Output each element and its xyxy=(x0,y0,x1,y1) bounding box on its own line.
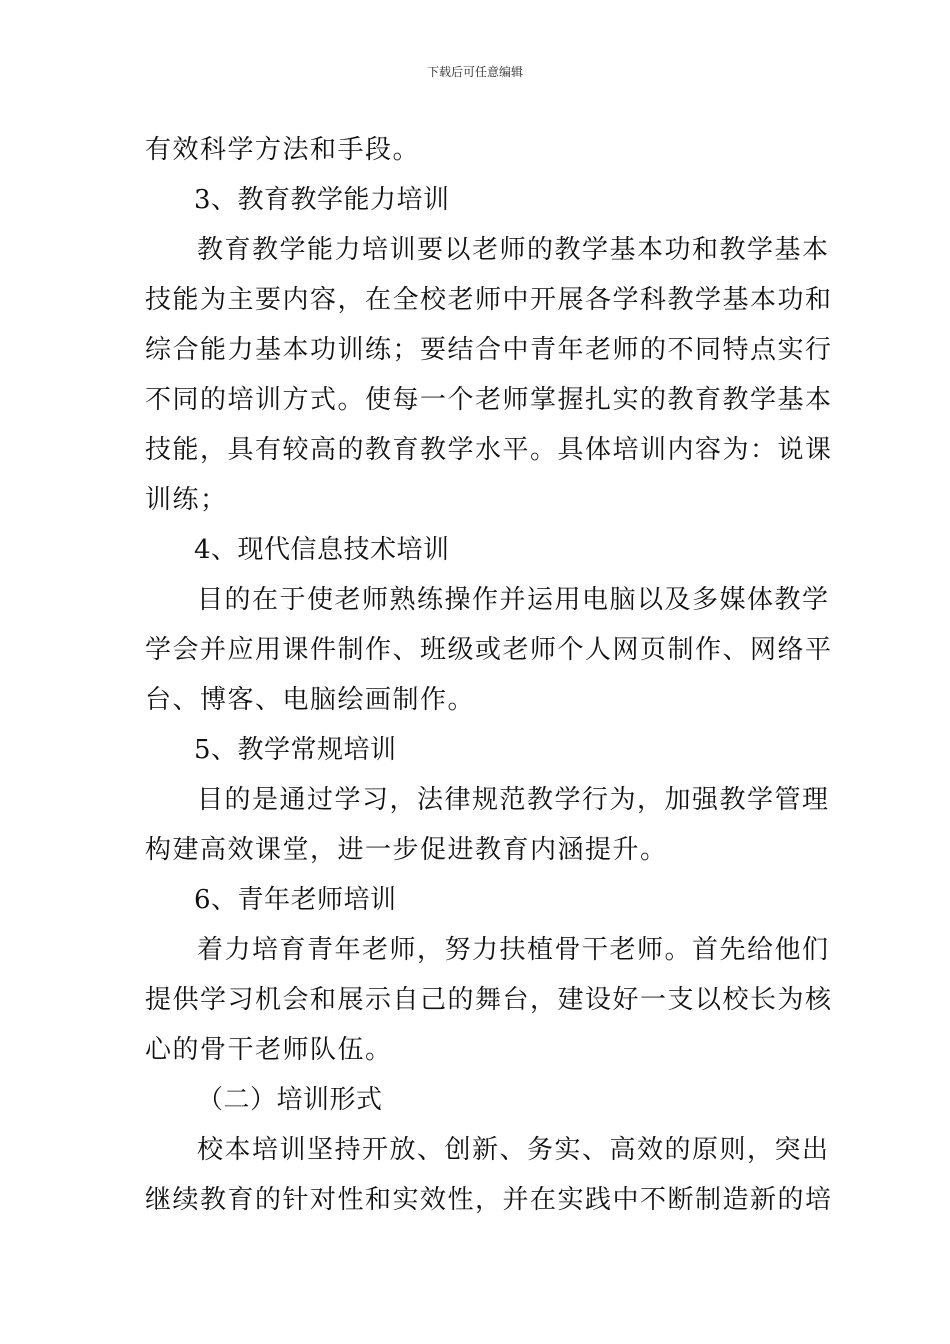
section-heading: 3、教育教学能力培训 xyxy=(194,185,450,215)
paragraph-line: 有效科学方法和手段。 xyxy=(145,135,421,165)
section-heading: （二）培训形式 xyxy=(197,1085,383,1115)
paragraph-line: 技能为主要内容，在全校老师中开展各学科教学基本功和 xyxy=(145,285,833,315)
paragraph-line: 心的骨干老师队伍。 xyxy=(145,1035,393,1065)
paragraph-line: 目的在于使老师熟练操作并运用电脑以及多媒体教学 xyxy=(197,585,830,615)
paragraph-line: 技能，具有较高的教育教学水平。具体培训内容为：说课 xyxy=(145,435,833,465)
paragraph-line: 继续教育的针对性和实效性，并在实践中不断制造新的培 xyxy=(145,1185,833,1215)
paragraph-line: 训练； xyxy=(145,485,228,515)
paragraph-line: 综合能力基本功训练；要结合中青年老师的不同特点实行 xyxy=(145,335,833,365)
section-heading: 4、现代信息技术培训 xyxy=(194,535,450,565)
paragraph-line: 教育教学能力培训要以老师的教学基本功和教学基本 xyxy=(197,235,830,265)
paragraph-line: 校本培训坚持开放、创新、务实、高效的原则，突出 xyxy=(197,1135,830,1165)
paragraph-line: 着力培育青年老师，努力扶植骨干老师。首先给他们 xyxy=(197,935,830,965)
section-heading: 6、青年老师培训 xyxy=(194,885,397,915)
paragraph-line: 学会并应用课件制作、班级或老师个人网页制作、网络平 xyxy=(145,635,833,665)
paragraph-line: 台、博客、电脑绘画制作。 xyxy=(145,685,476,715)
paragraph-line: 提供学习机会和展示自己的舞台，建设好一支以校长为核 xyxy=(145,985,833,1015)
document-body xyxy=(145,125,833,1225)
paragraph-line: 目的是通过学习，法律规范教学行为，加强教学管理 xyxy=(197,785,830,815)
paragraph-line: 不同的培训方式。使每一个老师掌握扎实的教育教学基本 xyxy=(145,385,833,415)
section-heading: 5、教学常规培训 xyxy=(194,735,397,765)
paragraph-line: 构建高效课堂，进一步促进教育内涵提升。 xyxy=(145,835,668,865)
page-header: 下载后可任意编辑 xyxy=(426,65,523,79)
